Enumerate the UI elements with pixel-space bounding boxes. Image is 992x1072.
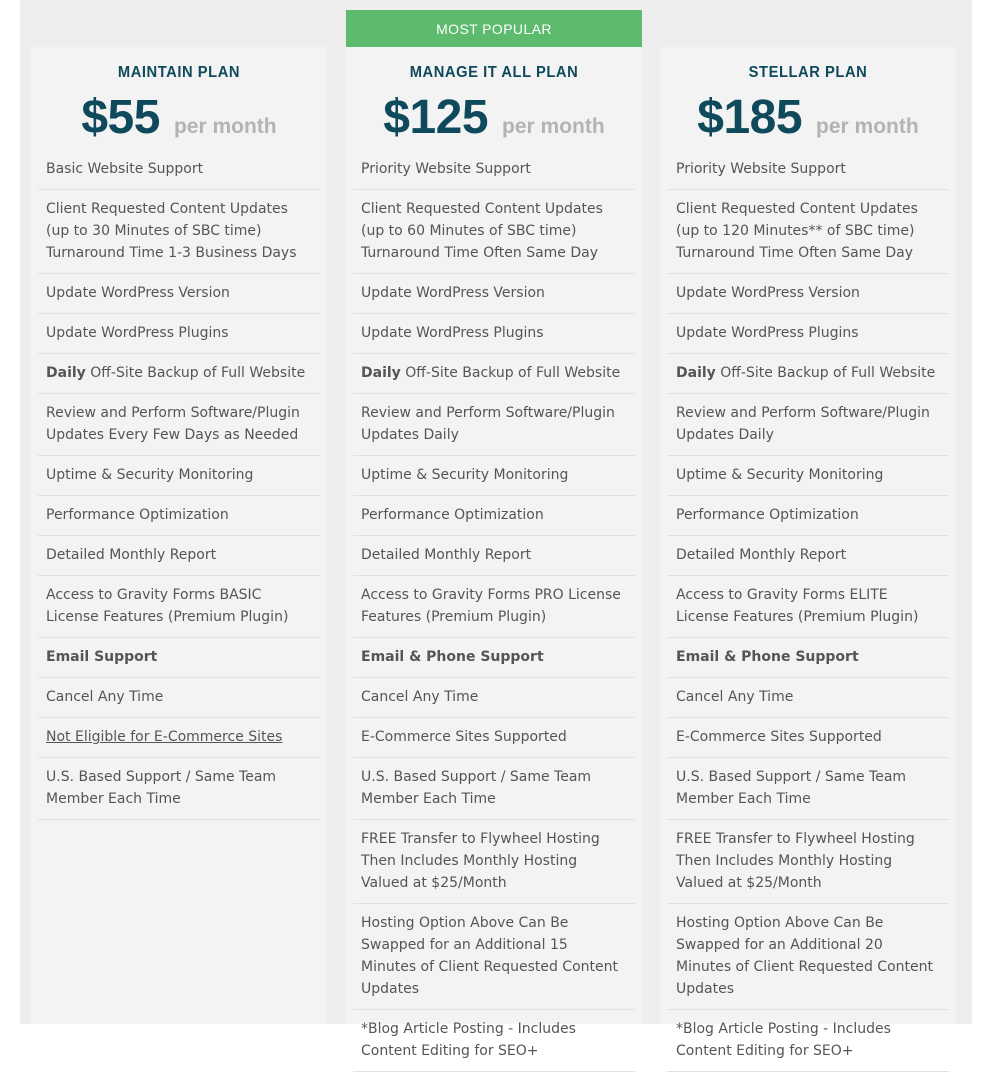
feature-item [38, 678, 320, 718]
feature-text: Performance Optimization [676, 507, 859, 523]
price-period: per month [816, 115, 919, 138]
price-period: per month [502, 115, 605, 138]
feature-item [353, 394, 635, 456]
feature-item [38, 576, 320, 638]
feature-text: Cancel Any Time [46, 689, 164, 705]
plan-title: STELLAR PLAN [748, 64, 868, 81]
feature-item [667, 274, 949, 314]
feature-text: E-Commerce Sites Supported [676, 729, 882, 745]
feature-item [667, 456, 949, 496]
feature-text: Client Requested Content Updates (up to 60 Minutes of SBC time) Turnaround Time Often Same Day [361, 201, 603, 261]
feature-text: Update WordPress Version [46, 285, 230, 301]
feature-item [38, 150, 320, 190]
feature-item [353, 150, 635, 190]
feature-text: Review and Perform Software/Plugin Updates Every Few Days as Needed [46, 405, 300, 443]
feature-item [38, 638, 320, 678]
feature-item [667, 576, 949, 638]
feature-item [353, 904, 635, 1010]
feature-text: Uptime & Security Monitoring [46, 467, 254, 483]
feature-item [353, 536, 635, 576]
feature-text: Uptime & Security Monitoring [361, 467, 569, 483]
feature-bold-text: Email & Phone Support [361, 649, 544, 665]
feature-item [667, 904, 949, 1010]
feature-text: Priority Website Support [361, 161, 531, 177]
plan-card-manage-it-all [346, 47, 642, 1059]
feature-list [353, 150, 635, 1072]
price-row [353, 90, 635, 150]
feature-text: Access to Gravity Forms BASIC License Features (Premium Plugin) [46, 587, 289, 625]
feature-item [353, 820, 635, 904]
feature-item [353, 274, 635, 314]
feature-item [667, 536, 949, 576]
feature-item [38, 274, 320, 314]
price-period: per month [173, 115, 277, 138]
feature-text: *Blog Article Posting - Includes Content Editing for SEO+ [361, 1021, 576, 1059]
plan-card-stellar [660, 47, 956, 1059]
feature-text: Access to Gravity Forms PRO License Features (Premium Plugin) [361, 587, 621, 625]
feature-text: Performance Optimization [361, 507, 544, 523]
price-row [667, 90, 949, 150]
feature-text: Cancel Any Time [676, 689, 794, 705]
feature-item [353, 354, 635, 394]
feature-item [38, 354, 320, 394]
feature-text: Client Requested Content Updates (up to 30 Minutes of SBC time) Turnaround Time 1-3 Business Days [46, 201, 297, 261]
feature-item [667, 354, 949, 394]
feature-text: Off-Site Backup of Full Website [400, 365, 621, 381]
feature-bold-text: Email & Phone Support [676, 649, 859, 665]
feature-item [353, 1010, 635, 1072]
feature-list [667, 150, 949, 1072]
feature-text: Access to Gravity Forms ELITE License Features (Premium Plugin) [676, 587, 919, 625]
feature-item [667, 718, 949, 758]
feature-item [667, 638, 949, 678]
feature-text: Basic Website Support [46, 161, 204, 177]
feature-text: U.S. Based Support / Same Team Member Each Time [676, 769, 907, 807]
price-row [38, 90, 320, 150]
feature-text: Detailed Monthly Report [361, 547, 532, 563]
feature-text: U.S. Based Support / Same Team Member Each Time [361, 769, 592, 807]
feature-text: Review and Perform Software/Plugin Updates Daily [676, 405, 930, 443]
feature-text: Update WordPress Plugins [676, 325, 859, 341]
feature-bold-text: Email Support [46, 649, 158, 665]
plan-title: MAINTAIN PLAN [117, 64, 241, 81]
feature-text: Performance Optimization [46, 507, 229, 523]
feature-text: Client Requested Content Updates (up to 120 Minutes** of SBC time) Turnaround Time Often Same Day [676, 201, 918, 261]
plan-title: MANAGE IT ALL PLAN [409, 64, 579, 81]
price-amount: $55 [81, 91, 160, 144]
feature-text: Detailed Monthly Report [46, 547, 217, 563]
feature-item [353, 758, 635, 820]
feature-text: U.S. Based Support / Same Team Member Each Time [46, 769, 277, 807]
feature-item [353, 678, 635, 718]
feature-list [38, 150, 320, 820]
feature-item [667, 1010, 949, 1072]
feature-item [353, 718, 635, 758]
feature-link[interactable]: Not Eligible for E-Commerce Sites [46, 729, 283, 745]
feature-text: *Blog Article Posting - Includes Content Editing for SEO+ [676, 1021, 891, 1059]
feature-item [667, 496, 949, 536]
feature-item [38, 758, 320, 820]
price-amount: $185 [697, 91, 803, 144]
plan-card-maintain [31, 47, 327, 1024]
price-amount: $125 [383, 91, 489, 144]
feature-item[interactable] [38, 718, 320, 758]
feature-item [667, 758, 949, 820]
feature-item [667, 394, 949, 456]
feature-item [38, 314, 320, 354]
feature-item [353, 638, 635, 678]
feature-text: Update WordPress Version [676, 285, 860, 301]
feature-item [38, 394, 320, 456]
feature-text: Update WordPress Plugins [46, 325, 229, 341]
feature-text: FREE Transfer to Flywheel Hosting Then Includes Monthly Hosting Valued at $25/Month [361, 831, 600, 891]
feature-item [353, 576, 635, 638]
feature-item [38, 190, 320, 274]
feature-text: E-Commerce Sites Supported [361, 729, 567, 745]
feature-item [667, 820, 949, 904]
feature-bold-text: Daily [46, 365, 86, 381]
feature-text: Cancel Any Time [361, 689, 479, 705]
feature-item [38, 496, 320, 536]
feature-bold-text: Daily [676, 365, 716, 381]
feature-bold-text: Daily [361, 365, 401, 381]
feature-text: Off-Site Backup of Full Website [715, 365, 936, 381]
feature-text: Off-Site Backup of Full Website [85, 365, 306, 381]
feature-text: Review and Perform Software/Plugin Updates Daily [361, 405, 615, 443]
feature-text: Hosting Option Above Can Be Swapped for an Additional 15 Minutes of Client Requested Content Updates [361, 915, 618, 997]
feature-text: Update WordPress Plugins [361, 325, 544, 341]
most-popular-badge: MOST POPULAR [346, 10, 642, 47]
feature-item [667, 190, 949, 274]
feature-item [667, 150, 949, 190]
feature-text: FREE Transfer to Flywheel Hosting Then Includes Monthly Hosting Valued at $25/Month [676, 831, 915, 891]
feature-item [353, 456, 635, 496]
feature-item [353, 314, 635, 354]
feature-text: Update WordPress Version [361, 285, 545, 301]
feature-text: Detailed Monthly Report [676, 547, 847, 563]
feature-text: Priority Website Support [676, 161, 846, 177]
feature-item [667, 314, 949, 354]
feature-item [667, 678, 949, 718]
feature-item [38, 536, 320, 576]
feature-item [38, 456, 320, 496]
feature-item [353, 190, 635, 274]
feature-item [353, 496, 635, 536]
feature-text: Uptime & Security Monitoring [676, 467, 884, 483]
feature-text: Hosting Option Above Can Be Swapped for an Additional 20 Minutes of Client Requested Content Updates [676, 915, 933, 997]
